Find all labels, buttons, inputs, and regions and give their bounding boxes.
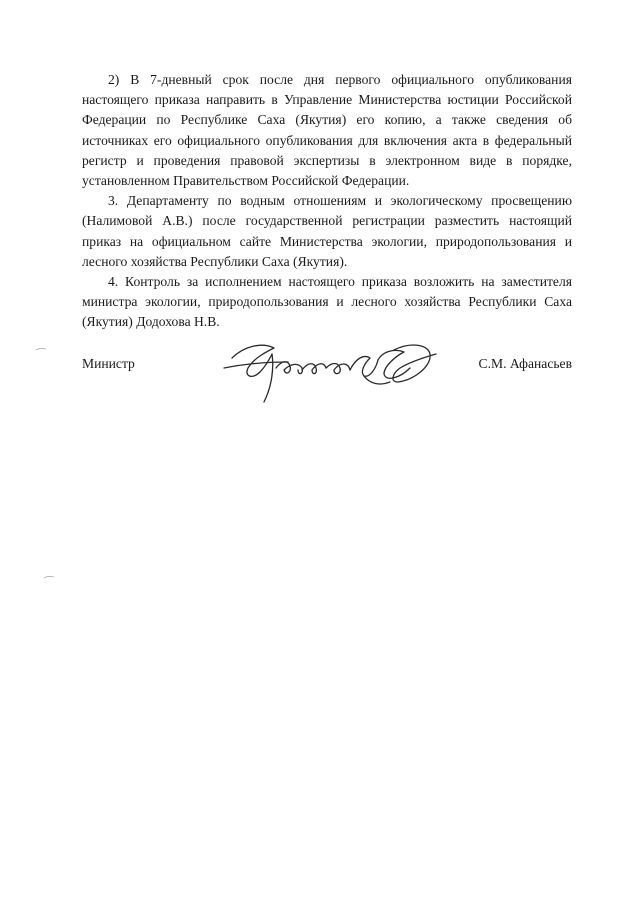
scan-artifact-mark	[44, 566, 54, 570]
signatory-name: С.М. Афанасьев	[478, 356, 572, 371]
document-body	[82, 70, 572, 333]
paragraph-3: 3. Департаменту по водным отношениям и экологическому просвещению (Налимовой А.В.) после государственной регистрации разместить настоящий приказ на официальном сайте Министерства экологии, природопользования и лесного хозяйства Республики Саха (Якутия).	[82, 193, 572, 269]
handwritten-signature	[214, 328, 444, 408]
paragraph-2: 2) В 7-дневный срок после дня первого официального опубликования настоящего приказа направить в Управление Министерства юстиции Российской Федерации по Республике Саха (Якутия) его копию, а также сведения об источниках его официального опубликования для включения акта в федеральный регистр и проведения правовой экспертизы в электронном виде в порядке, установленном Правительством Российской Федерации.	[82, 72, 572, 189]
signatory-title: Министр	[82, 356, 135, 371]
scan-artifact-mark	[36, 338, 46, 342]
signature-block	[82, 340, 572, 410]
paragraph-4: 4. Контроль за исполнением настоящего приказа возложить на заместителя министра экологии, природопользования и лесного хозяйства Республики Саха (Якутия) Додохова Н.В.	[82, 274, 572, 330]
